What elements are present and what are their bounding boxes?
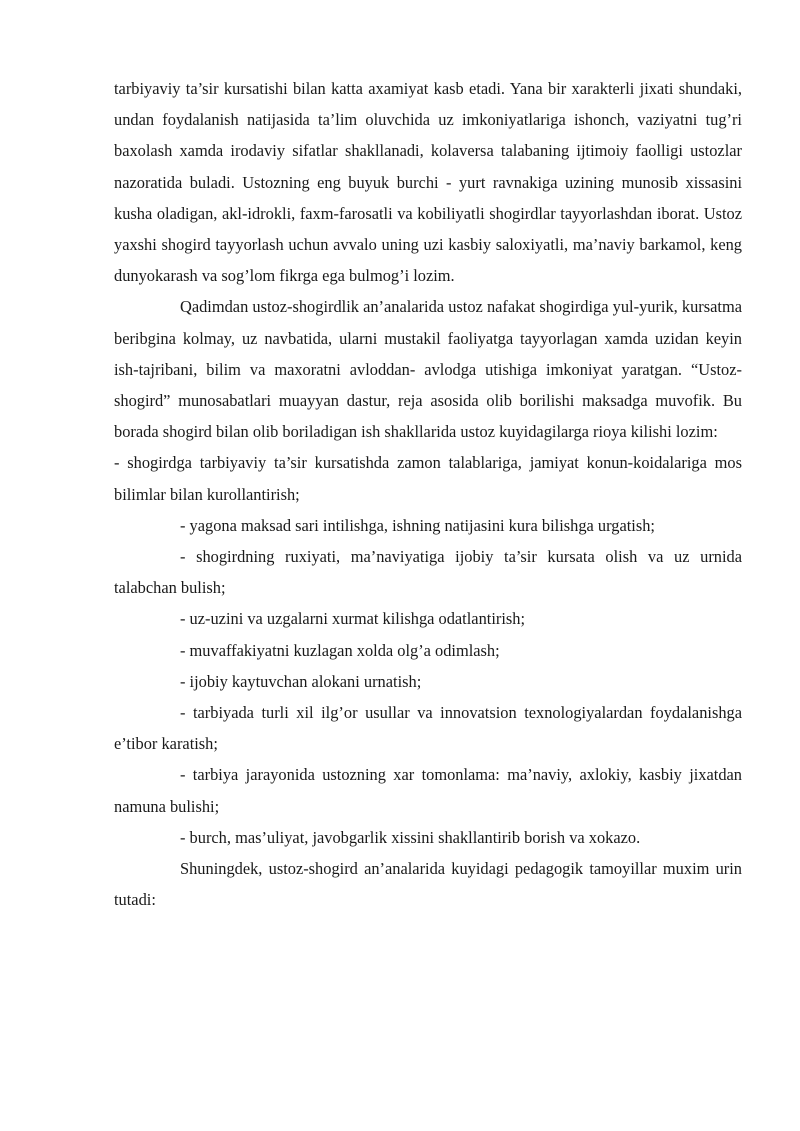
list-item-requirement-2: - yagona maksad sari intilishga, ishning natijasini kura bilishga urgatish; bbox=[180, 515, 655, 535]
list-item-requirement-5: - muvaffakiyatni kuzlagan xolda olg’a odimlash; bbox=[180, 640, 500, 660]
document-page bbox=[114, 73, 742, 915]
list-item-requirement-8: - tarbiya jarayonida ustozning xar tomonlama: ma’naviy, axlokiy, kasbiy jixatdan namuna bulishi; bbox=[114, 765, 742, 816]
list-item-requirement-7: - tarbiyada turli xil ilg’or usullar va innovatsion texnologiyalardan foydalanishga e’tibor karatish; bbox=[114, 703, 742, 754]
list-item-requirement-3: - shogirdning ruxiyati, ma’naviyatiga ijobiy ta’sir kursata olish va uz urnida talabchan bulish; bbox=[114, 547, 742, 598]
paragraph-continuation: tarbiyaviy ta’sir kursatishi bilan katta axamiyat kasb etadi. Yana bir xarakterli jixati shundaki, undan foydalanish natijasida ta’lim oluvchida uz imkoniyatlariga ishonch, vaziyatni tug’ri baxolash xamda irodaviy sifatlar shakllanadi, kolaversa talabaning ijtimoiy faolligi ustozlar nazoratida buladi. Ustozning eng buyuk burchi - yurt ravnakiga uzining munosib xissasini kusha oladigan, akl-idrokli, faxm-farosatli va kobiliyatli shogirdlar tayyorlashdan iborat. Ustoz yaxshi shogird tayyorlash uchun avvalo uning uzi kasbiy saloxiyatli, ma’naviy barkamol, keng dunyokarash va sog’lom fikrga ega bulmog’i lozim. bbox=[114, 79, 742, 286]
list-item-requirement-6: - ijobiy kaytuvchan alokani urnatish; bbox=[180, 671, 422, 691]
list-item-requirement-1: - shogirdga tarbiyaviy ta’sir kursatishda zamon talablariga, jamiyat konun-koidalariga mos bilimlar bilan kurollantirish; bbox=[114, 453, 742, 504]
paragraph-ustoz-shogird-traditions: Qadimdan ustoz-shogirdlik an’analarida ustoz nafakat shogirdiga yul-yurik, kursatma beribgina kolmay, uz navbatida, ularni mustakil faoliyatga tayyorlagan xamda uzidan keyin ish-tajribani, bilim va maxoratni avloddan- avlodga utishiga imkoniyat yaratgan. “Ustoz-shogird” munosabatlari muayyan dastur, reja asosida olib borilishi maksadga muvofik. Bu borada shogird bilan olib boriladigan ish shakllarida ustoz kuyidagilarga rioya kilishi lozim: bbox=[114, 297, 742, 442]
list-item-requirement-9: - burch, mas’uliyat, javobgarlik xissini shakllantirib borish va xokazo. bbox=[180, 827, 641, 847]
list-item-requirement-4: - uz-uzini va uzgalarni xurmat kilishga odatlantirish; bbox=[180, 609, 526, 629]
paragraph-pedagogical-principles: Shuningdek, ustoz-shogird an’analarida kuyidagi pedagogik tamoyillar muxim urin tutadi: bbox=[114, 859, 742, 910]
